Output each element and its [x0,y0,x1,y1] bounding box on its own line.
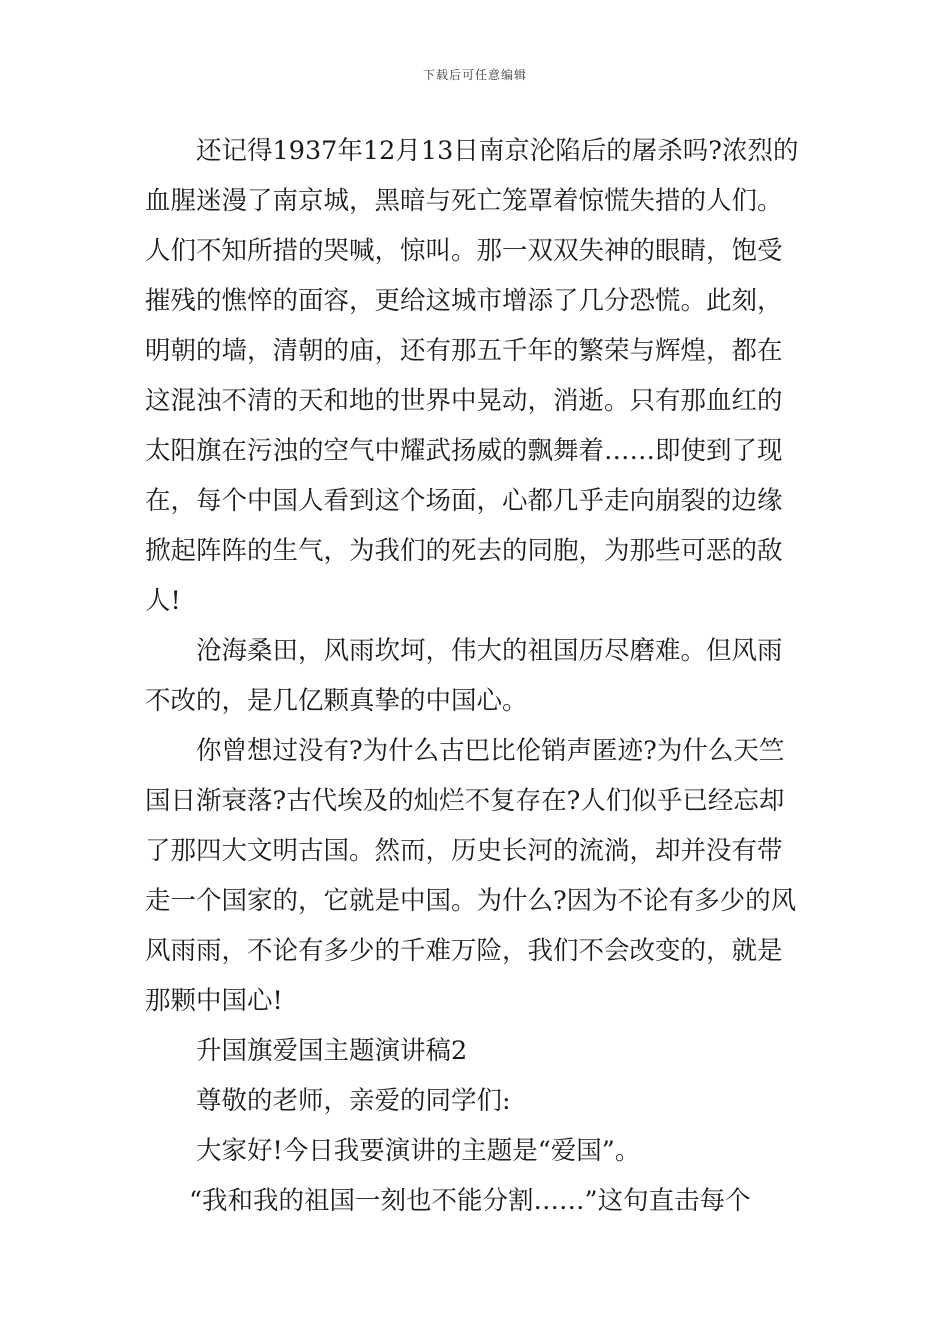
text-line: 摧残的憔悴的面容，更给这城市增添了几分恐慌。此刻， [145,286,783,316]
page-header-note: 下载后可任意编辑 [422,68,527,82]
text-line: “我和我的祖国一刻也不能分割……”这句直击每个 [189,1186,751,1216]
text-line: 这混浊不清的天和地的世界中晃动，消逝。只有那血红的 [145,386,783,416]
text-line: 在，每个中国人看到这个场面，心都几乎走向崩裂的边缘 [145,486,783,516]
text-line: 还记得1937年12月13日南京沦陷后的屠杀吗?浓烈的 [196,136,799,166]
text-line: 升国旗爱国主题演讲稿2 [196,1036,468,1066]
document-body [145,126,807,1226]
text-line: 沧海桑田，风雨坎坷，伟大的祖国历尽磨难。但风雨 [196,636,783,666]
text-line: 太阳旗在污浊的空气中耀武扬威的飘舞着……即使到了现 [145,436,783,466]
text-line: 走一个国家的，它就是中国。为什么?因为不论有多少的风 [145,886,797,916]
text-line: 人! [145,586,181,616]
text-line: 你曾想过没有?为什么古巴比伦销声匿迹?为什么天竺 [196,736,785,766]
text-line: 掀起阵阵的生气，为我们的死去的同胞，为那些可恶的敌 [145,536,783,566]
text-line: 人们不知所措的哭喊，惊叫。那一双双失神的眼睛，饱受 [145,236,783,266]
text-line: 了那四大文明古国。然而，历史长河的流淌，却并没有带 [145,836,783,866]
text-line: 尊敬的老师，亲爱的同学们: [196,1086,511,1116]
text-line: 血腥迷漫了南京城，黑暗与死亡笼罩着惊慌失措的人们。 [145,186,783,216]
text-line: 大家好!今日我要演讲的主题是“爱国”。 [196,1136,641,1166]
text-line: 风雨雨，不论有多少的千难万险，我们不会改变的，就是 [145,936,783,966]
text-line: 那颗中国心! [145,986,283,1016]
text-line: 不改的，是几亿颗真挚的中国心。 [145,686,528,716]
text-line: 国日渐衰落?古代埃及的灿烂不复存在?人们似乎已经忘却 [145,786,785,816]
text-line: 明朝的墙，清朝的庙，还有那五千年的繁荣与辉煌，都在 [145,336,783,366]
